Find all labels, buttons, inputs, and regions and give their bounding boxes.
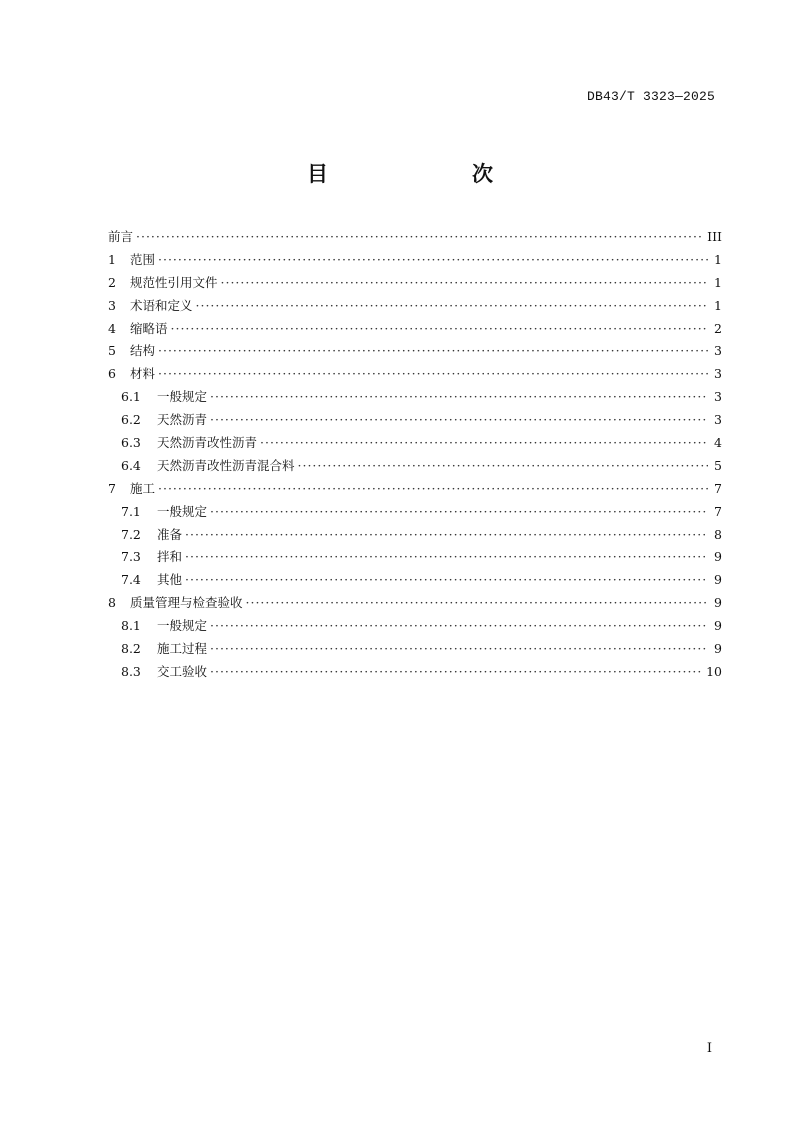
toc-entry[interactable] — [108, 363, 722, 386]
toc-dot-leader — [210, 409, 708, 432]
toc-entry-label — [108, 363, 155, 386]
toc-entry-label — [108, 318, 168, 341]
toc-entry-label — [121, 386, 207, 409]
toc-entry-title: 缩略语 — [130, 320, 168, 336]
toc-entry-title: 天然沥青 — [157, 412, 208, 428]
toc-entry-number: 6.4 — [121, 457, 141, 473]
toc-entry-page: 10 — [706, 663, 722, 679]
toc-entry[interactable] — [108, 569, 722, 592]
toc-entry-title: 术语和定义 — [130, 297, 193, 313]
toc-entry-page: 3 — [714, 343, 722, 359]
toc-entry-page: 9 — [714, 572, 722, 588]
toc-entry-page: 7 — [714, 480, 722, 496]
toc-entry-title: 结构 — [130, 343, 156, 359]
toc-entry-number: 7.3 — [121, 549, 141, 565]
toc-entry-number: 6.3 — [121, 435, 141, 451]
page-number: I — [706, 1041, 712, 1056]
toc-entry[interactable] — [108, 386, 722, 409]
toc-entry-number: 6.2 — [121, 412, 141, 428]
toc-dot-leader — [158, 340, 708, 363]
toc-entry-page: III — [707, 229, 722, 244]
toc-entry[interactable] — [108, 226, 722, 249]
toc-entry-label — [121, 638, 207, 661]
toc-entry-title: 施工过程 — [157, 641, 208, 657]
toc-entry-label — [121, 501, 207, 524]
toc-entry-label — [108, 295, 193, 318]
toc-entry-title: 准备 — [157, 526, 183, 542]
toc-entry[interactable] — [108, 501, 722, 524]
toc-entry-title: 一般规定 — [157, 618, 208, 634]
toc-entry[interactable] — [108, 295, 722, 318]
toc-dot-leader — [246, 592, 708, 615]
toc-entry-page: 9 — [714, 595, 722, 611]
toc-entry-label — [121, 546, 182, 569]
toc-entry-label — [121, 661, 207, 684]
toc-dot-leader — [210, 501, 708, 524]
toc-entry[interactable] — [108, 409, 722, 432]
toc-dot-leader — [158, 478, 708, 501]
toc-entry-title: 施工 — [130, 480, 156, 496]
toc-entry-title: 交工验收 — [157, 663, 208, 679]
table-of-contents — [108, 226, 722, 684]
toc-dot-leader — [158, 249, 708, 272]
toc-dot-leader — [210, 615, 708, 638]
toc-entry-page: 3 — [714, 366, 722, 382]
toc-entry-number: 8 — [108, 595, 116, 611]
toc-entry[interactable] — [108, 478, 722, 501]
toc-dot-leader — [158, 363, 708, 386]
toc-entry-title: 规范性引用文件 — [130, 274, 218, 290]
toc-entry-number: 4 — [108, 320, 116, 336]
toc-entry-label — [108, 249, 155, 272]
toc-entry[interactable] — [108, 524, 722, 547]
document-code: DB43/T 3323—2025 — [586, 89, 715, 104]
toc-entry-page: 1 — [714, 297, 722, 313]
toc-entry-page: 2 — [714, 320, 722, 336]
toc-entry-label — [121, 455, 295, 478]
toc-dot-leader — [196, 295, 708, 318]
toc-entry-label — [121, 524, 182, 547]
toc-entry-number: 8.2 — [121, 641, 141, 657]
toc-entry-label — [108, 226, 133, 249]
toc-entry-label — [108, 272, 218, 295]
toc-dot-leader — [185, 569, 708, 592]
toc-dot-leader — [185, 524, 708, 547]
toc-entry-page: 4 — [714, 435, 722, 451]
toc-entry-page: 9 — [714, 641, 722, 657]
toc-entry[interactable] — [108, 661, 722, 684]
toc-entry[interactable] — [108, 432, 722, 455]
toc-entry-number: 1 — [108, 251, 116, 267]
toc-entry-number: 6.1 — [121, 389, 141, 405]
toc-dot-leader — [210, 386, 708, 409]
toc-entry-number: 8.1 — [121, 618, 141, 634]
toc-entry-label — [121, 409, 207, 432]
toc-entry-number: 7 — [108, 480, 116, 496]
toc-entry-number: 2 — [108, 274, 116, 290]
toc-entry-title: 质量管理与检查验收 — [130, 595, 243, 611]
toc-entry[interactable] — [108, 455, 722, 478]
toc-dot-leader — [171, 318, 708, 341]
toc-dot-leader — [260, 432, 708, 455]
toc-entry[interactable] — [108, 546, 722, 569]
toc-entry-label — [108, 340, 155, 363]
toc-entry-page: 9 — [714, 549, 722, 565]
toc-entry-page: 3 — [714, 412, 722, 428]
toc-entry-title: 前言 — [108, 229, 134, 244]
toc-entry[interactable] — [108, 340, 722, 363]
toc-entry[interactable] — [108, 592, 722, 615]
toc-entry-title: 范围 — [130, 251, 156, 267]
toc-dot-leader — [210, 638, 708, 661]
toc-entry[interactable] — [108, 615, 722, 638]
toc-dot-leader — [298, 455, 708, 478]
toc-entry-page: 1 — [714, 251, 722, 267]
toc-entry-number: 3 — [108, 297, 116, 313]
toc-entry-number: 6 — [108, 366, 116, 382]
toc-entry-label — [121, 432, 257, 455]
toc-entry-page: 9 — [714, 618, 722, 634]
toc-entry-number: 7.1 — [121, 503, 141, 519]
toc-entry-title: 天然沥青改性沥青混合料 — [157, 457, 295, 473]
toc-entry-label — [121, 615, 207, 638]
toc-dot-leader — [136, 226, 703, 249]
toc-entry[interactable] — [108, 272, 722, 295]
toc-entry-title: 一般规定 — [157, 503, 208, 519]
toc-entry-label — [108, 478, 155, 501]
toc-entry-page: 1 — [714, 274, 722, 290]
toc-entry-title: 其他 — [157, 572, 183, 588]
toc-entry[interactable] — [108, 638, 722, 661]
toc-entry-page: 3 — [714, 389, 722, 405]
toc-dot-leader — [185, 546, 708, 569]
toc-entry-number: 5 — [108, 343, 116, 359]
toc-entry-label — [108, 592, 243, 615]
toc-entry-number: 8.3 — [121, 663, 141, 679]
toc-entry-page: 5 — [714, 457, 722, 473]
toc-entry-title: 天然沥青改性沥青 — [157, 435, 258, 451]
toc-entry[interactable] — [108, 318, 722, 341]
toc-entry-page: 7 — [714, 503, 722, 519]
toc-entry-title: 材料 — [130, 366, 156, 382]
toc-entry-number: 7.2 — [121, 526, 141, 542]
toc-entry-label — [121, 569, 182, 592]
toc-entry-page: 8 — [714, 526, 722, 542]
toc-dot-leader — [221, 272, 708, 295]
page-title: 目 次 — [307, 162, 527, 186]
toc-dot-leader — [210, 661, 702, 684]
toc-entry-title: 拌和 — [157, 549, 183, 565]
toc-entry-number: 7.4 — [121, 572, 141, 588]
toc-entry-title: 一般规定 — [157, 389, 208, 405]
toc-entry[interactable] — [108, 249, 722, 272]
